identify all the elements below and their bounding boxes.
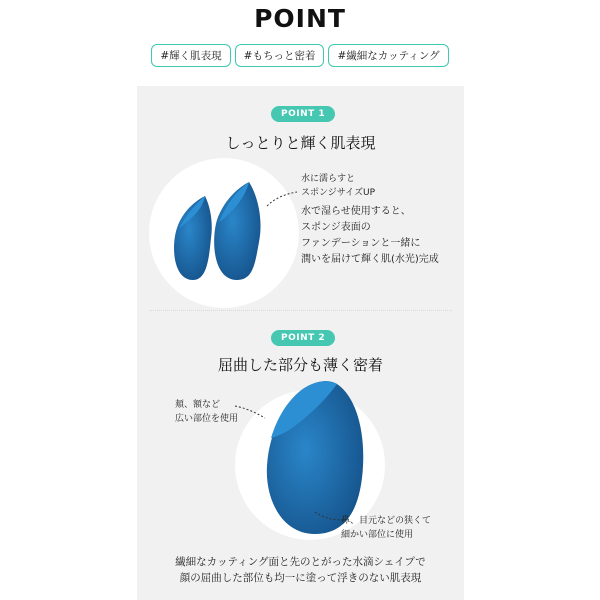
point1-desc-line: ファンデーションと一緒に	[301, 238, 421, 249]
point1-caption-line: スポンジサイズUP	[301, 188, 376, 198]
point2-arrow-top-icon	[233, 400, 267, 420]
point1-desc-line: 水で湿らせ使用すると、	[301, 206, 411, 217]
point2-caption-top-line: 広い部位を使用	[175, 414, 239, 424]
point1-arrow-icon	[265, 188, 299, 208]
point2-caption-top	[175, 398, 238, 426]
point2-caption-top-line: 頬、額など	[175, 400, 221, 410]
point2-bottom-text	[137, 554, 464, 586]
point1-caption	[301, 172, 375, 200]
tag-cutting[interactable]: #繊細なカッティング	[328, 44, 448, 67]
point1-heading: しっとりと輝く肌表現	[225, 134, 376, 152]
point1-desc-line: スポンジ表面の	[301, 222, 371, 233]
section-divider	[149, 310, 452, 311]
point2-heading: 屈曲した部分も薄く密着	[217, 356, 383, 374]
page-title: POINT	[254, 4, 346, 33]
tag-list	[0, 44, 600, 67]
point2-caption-bottom	[341, 514, 431, 542]
point1-caption-line: 水に濡らすと	[301, 174, 356, 184]
point2-caption-bottom-line: 細かい部位に使用	[341, 530, 414, 540]
point1-desc-line: 潤いを届けて輝く肌(水光)完成	[301, 254, 439, 265]
point2-badge: POINT 2	[271, 330, 335, 346]
point1-badge: POINT 1	[271, 106, 335, 122]
content-panel	[137, 86, 464, 600]
tag-shine[interactable]: #輝く肌表現	[151, 44, 230, 67]
tag-adhesion[interactable]: #もちっと密着	[235, 44, 325, 67]
point2-bottom-line: 顔の屈曲した部位も均一に塗って浮きのない肌表現	[179, 572, 422, 584]
point2-bottom-line: 繊細なカッティング面と先のとがった水滴シェイプで	[175, 556, 426, 568]
point1-description	[301, 204, 439, 268]
point2-caption-bottom-line: 鼻、目元などの狭くて	[341, 516, 432, 526]
